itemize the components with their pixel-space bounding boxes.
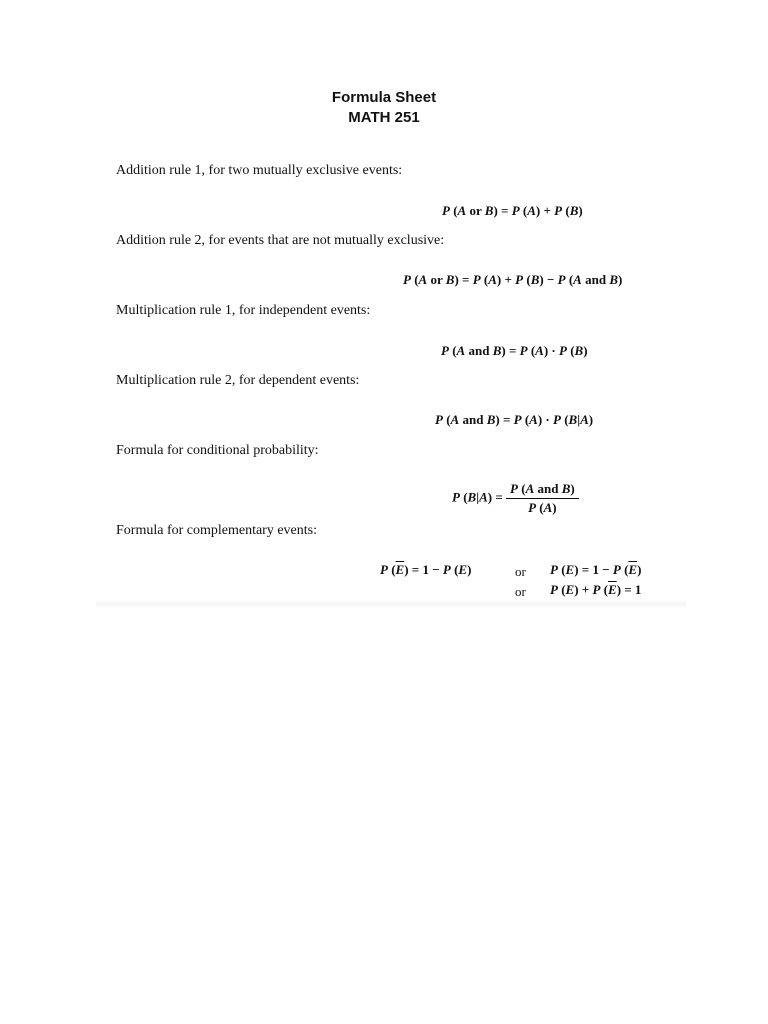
formula: P (A and B) = P (A) · P (B|A): [435, 412, 594, 427]
page-title: Formula Sheet: [331, 89, 437, 106]
course-code: MATH 251: [348, 109, 420, 126]
fraction: $\frac{\text{P (A and B)}}{P (A)}$: [506, 481, 579, 516]
rule-description: Addition rule 1, for two mutually exclusive events:: [116, 163, 403, 178]
formula: P (A and B) = P (A) · P (B): [441, 343, 588, 358]
formula: P (E) + P $(\overline{E}) = 1$: [550, 582, 642, 597]
formula: P (A or B) = P (A) + P (B) − P (A and B): [403, 272, 623, 287]
formula: P (A or B) = P (A) + P (B): [442, 203, 583, 218]
rule-description: Formula for complementary events:: [116, 523, 317, 538]
rule-description: Formula for conditional probability:: [116, 443, 319, 458]
connector-or: or: [515, 564, 526, 579]
formula: P (E) = 1 − P $(\overline{E})$: [550, 562, 642, 577]
rule-description: Multiplication rule 1, for independent events:: [116, 303, 371, 318]
scan-edge: [96, 600, 686, 608]
formula: P (B|A) = $\frac{\text{P (A and B)}}{P (A)}$: [452, 481, 579, 516]
rule-description: Addition rule 2, for events that are not mutually exclusive:: [116, 233, 445, 248]
rule-description: Multiplication rule 2, for dependent events:: [116, 373, 360, 388]
connector-or: or: [515, 584, 526, 599]
formula: P $(\overline{E}) = 1 - P$ (E): [380, 562, 472, 577]
